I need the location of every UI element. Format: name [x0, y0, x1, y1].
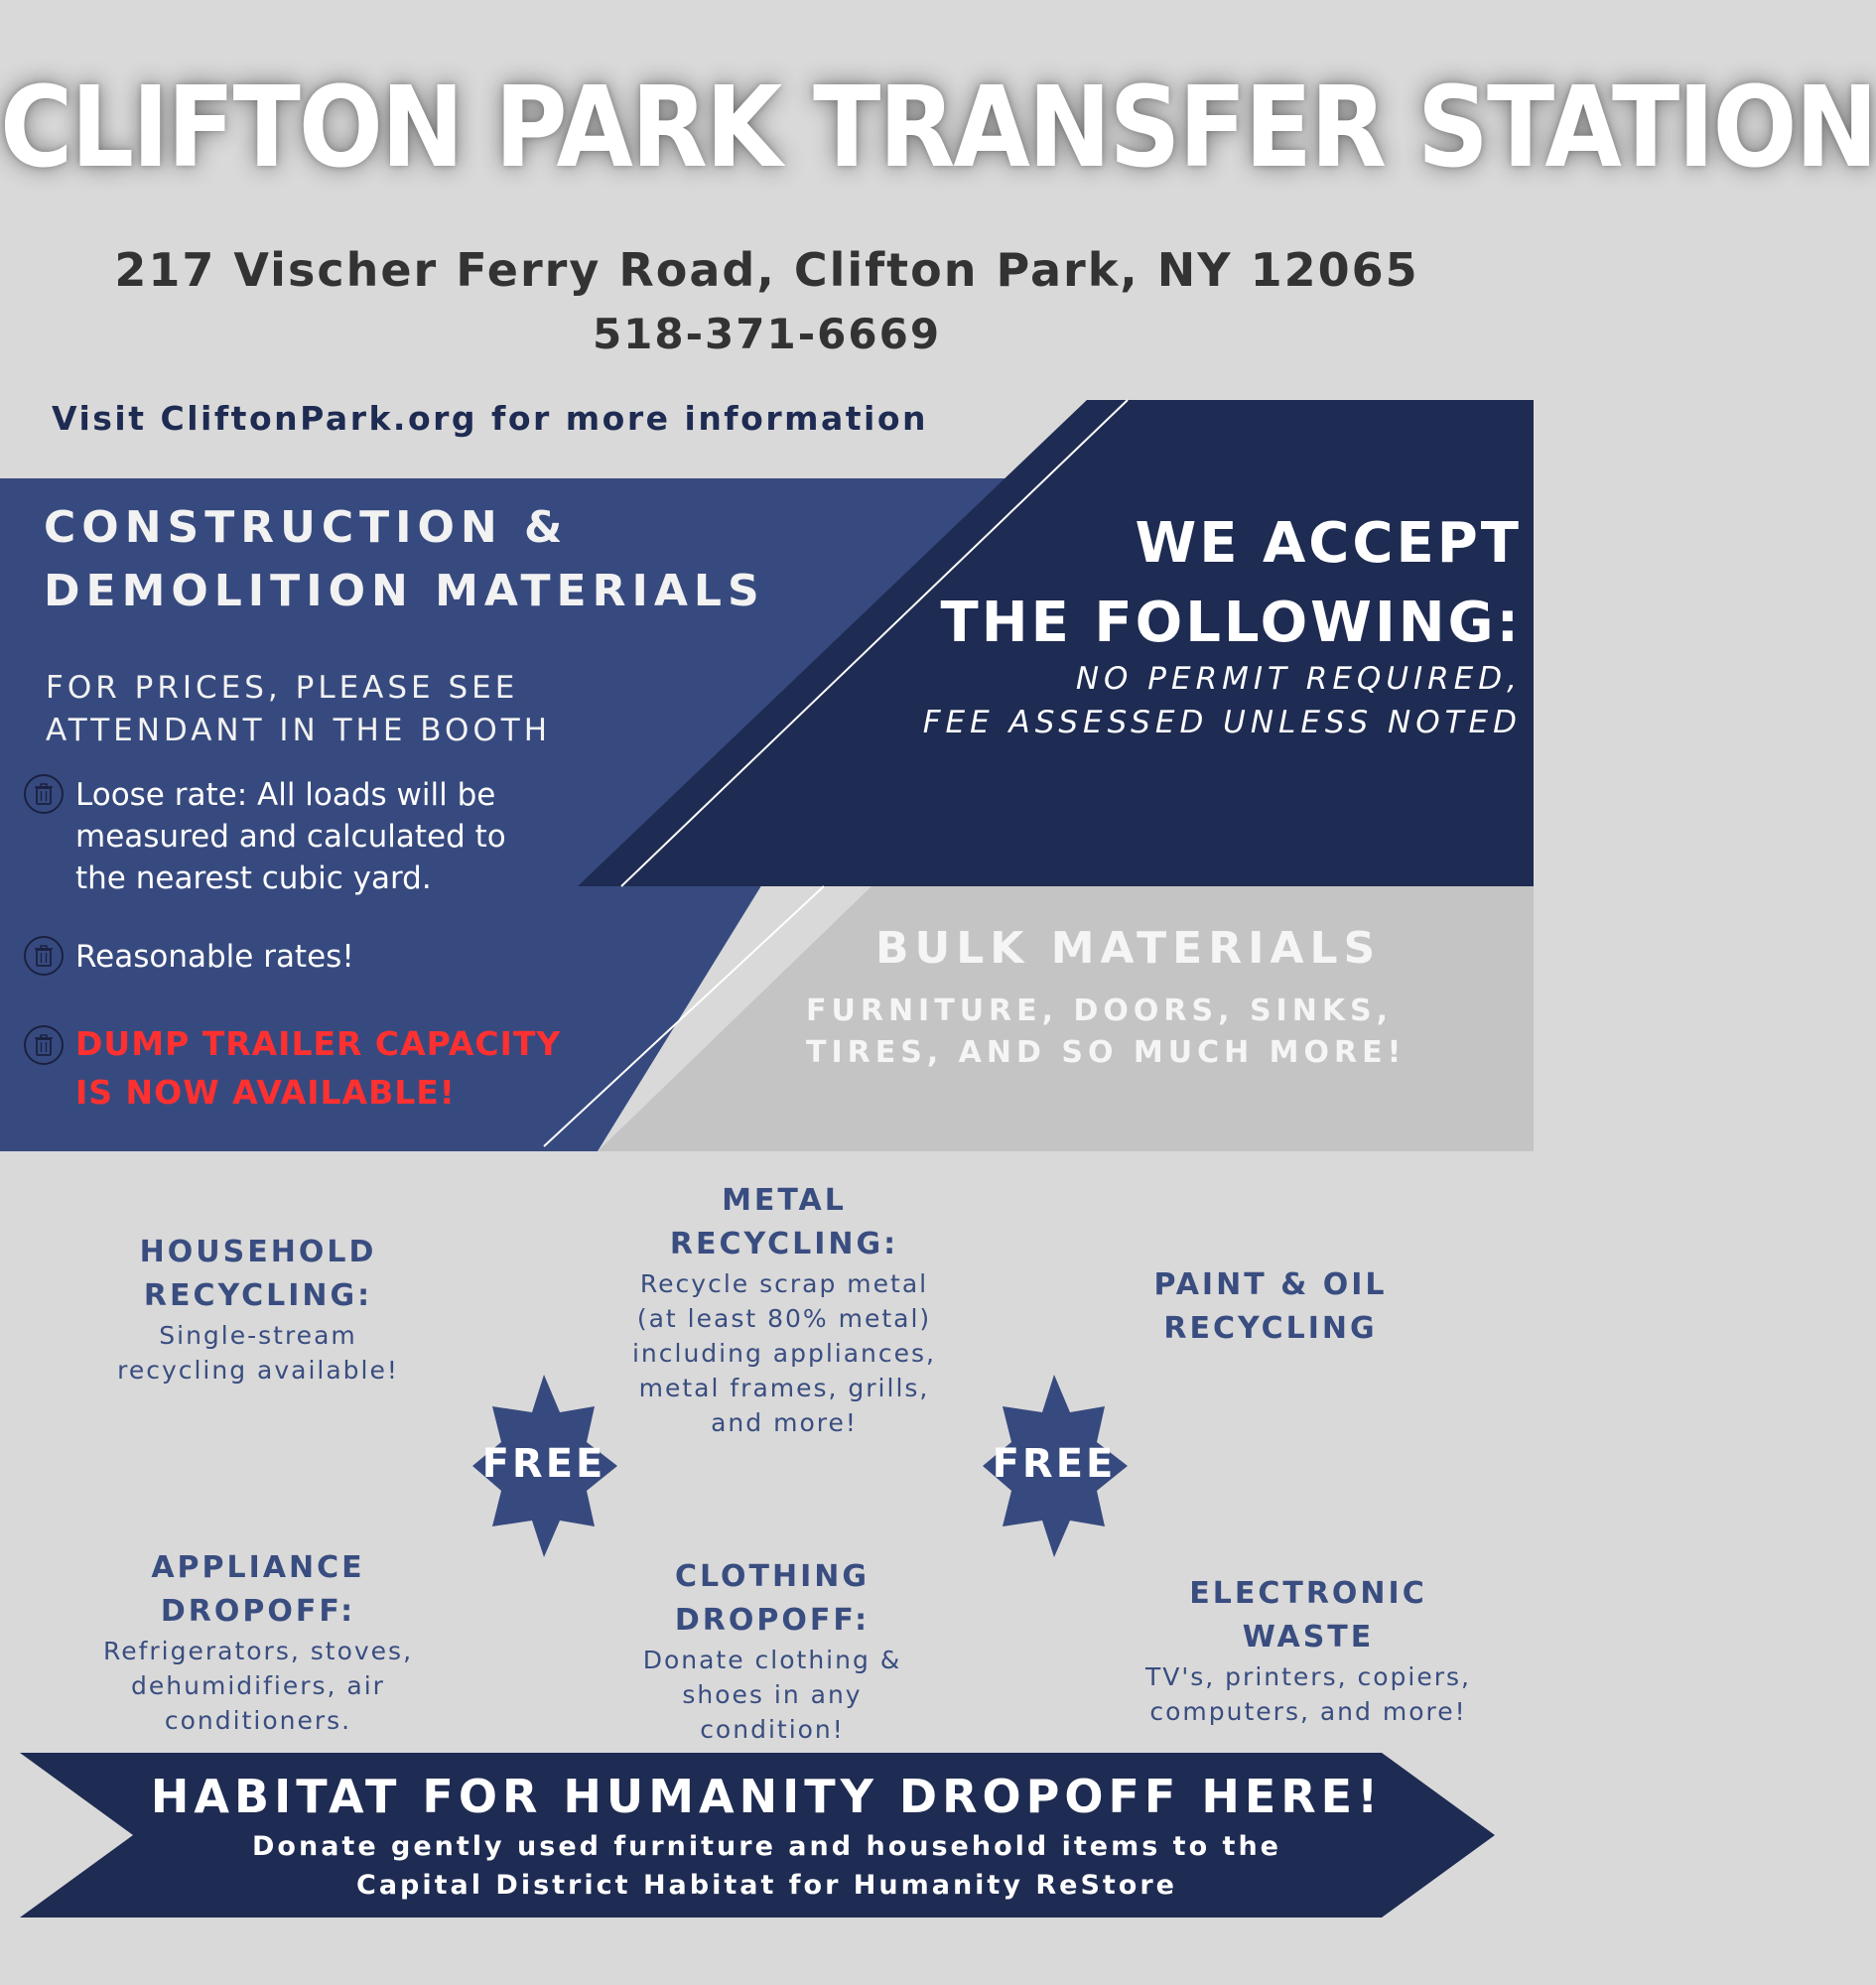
free-badge-left: FREE: [481, 1441, 606, 1487]
bullet-line: the nearest cubic yard.: [75, 860, 432, 896]
accept-note-line1: NO PERMIT REQUIRED,: [1075, 661, 1522, 697]
item-heading: RECYCLING:: [143, 1278, 373, 1313]
habitat-description: [0, 1827, 1534, 1905]
electronic-waste: [1110, 1572, 1507, 1729]
construction-subtitle-line2: ATTENDANT IN THE BOOTH: [46, 713, 552, 748]
bullet-line: IS NOW AVAILABLE!: [75, 1073, 456, 1112]
item-desc: computers, and more!: [1149, 1697, 1467, 1726]
bullet-text-highlight: [75, 1019, 561, 1117]
item-desc: and more!: [711, 1408, 858, 1437]
bullet-reasonable-rates: [24, 936, 354, 978]
construction-subtitle: [46, 667, 551, 752]
bullet-line: measured and calculated to: [75, 819, 506, 855]
item-heading: ELECTRONIC: [1189, 1576, 1427, 1611]
construction-heading: [44, 496, 765, 623]
paint-oil-recycling: [1072, 1263, 1469, 1351]
construction-heading-line2: DEMOLITION MATERIALS: [44, 566, 765, 616]
item-desc: conditioners.: [164, 1706, 352, 1735]
item-heading: WASTE: [1242, 1620, 1375, 1654]
trash-can-icon: [24, 936, 64, 976]
bulk-heading: BULK MATERIALS: [875, 923, 1382, 974]
construction-heading-line1: CONSTRUCTION &: [44, 502, 569, 553]
item-heading: CLOTHING: [674, 1559, 871, 1594]
item-heading: HOUSEHOLD: [139, 1235, 377, 1269]
item-heading: APPLIANCE: [151, 1550, 365, 1585]
item-heading: RECYCLING: [1163, 1311, 1378, 1346]
appliance-dropoff: [60, 1546, 457, 1738]
bullet-text: [75, 774, 506, 899]
item-desc: Recycle scrap metal: [639, 1269, 929, 1298]
accept-heading: [941, 504, 1522, 663]
item-desc: condition!: [700, 1715, 845, 1744]
trash-can-icon: [24, 774, 64, 814]
bullet-loose-rate: [24, 774, 506, 899]
bulk-desc-line1: FURNITURE, DOORS, SINKS,: [806, 993, 1394, 1028]
habitat-heading: HABITAT FOR HUMANITY DROPOFF HERE!: [150, 1770, 1384, 1823]
item-desc: Refrigerators, stoves,: [102, 1637, 414, 1665]
household-recycling: [60, 1231, 457, 1388]
metal-recycling: [586, 1179, 983, 1440]
bulk-description: [806, 991, 1406, 1074]
trash-can-icon: [24, 1025, 64, 1065]
free-badge-right: FREE: [992, 1441, 1117, 1487]
address: 217 Vischer Ferry Road, Clifton Park, NY 12065: [114, 243, 1419, 297]
construction-subtitle-line1: FOR PRICES, PLEASE SEE: [46, 670, 519, 706]
item-desc: TV's, printers, copiers,: [1145, 1662, 1471, 1691]
item-heading: DROPOFF:: [674, 1603, 871, 1638]
clothing-dropoff: [574, 1555, 971, 1747]
phone-number: 518-371-6669: [592, 310, 942, 358]
item-desc: Donate clothing &: [642, 1646, 902, 1674]
item-heading: RECYCLING:: [669, 1227, 899, 1261]
bullet-text: [75, 936, 354, 978]
item-desc: recycling available!: [117, 1356, 399, 1385]
item-desc: shoes in any: [682, 1680, 863, 1709]
item-desc: metal frames, grills,: [638, 1374, 930, 1402]
item-desc: dehumidifiers, air: [131, 1671, 385, 1700]
habitat-desc-line2: Capital District Habitat for Humanity ReStore: [356, 1870, 1177, 1901]
accept-note: [923, 657, 1522, 744]
bulk-desc-line2: TIRES, AND SO MUCH MORE!: [806, 1035, 1407, 1070]
accept-heading-line1: WE ACCEPT: [1135, 511, 1522, 576]
habitat-desc-line1: Donate gently used furniture and household items to the: [252, 1831, 1281, 1862]
bullet-line: DUMP TRAILER CAPACITY: [75, 1024, 562, 1063]
item-desc: including appliances,: [631, 1339, 936, 1368]
website-note: Visit CliftonPark.org for more information: [52, 399, 929, 438]
item-heading: PAINT & OIL: [1153, 1267, 1388, 1302]
page-title: CLIFTON PARK TRANSFER STATION: [0, 62, 1876, 194]
bullet-line: Loose rate: All loads will be: [75, 777, 496, 813]
item-heading: DROPOFF:: [160, 1594, 356, 1629]
accept-heading-line2: THE FOLLOWING:: [940, 591, 1522, 655]
bullet-line: Reasonable rates!: [75, 939, 354, 975]
item-desc: Single-stream: [159, 1321, 357, 1350]
item-desc: (at least 80% metal): [636, 1304, 932, 1333]
bullet-dump-trailer: [24, 1019, 561, 1117]
accept-note-line2: FEE ASSESSED UNLESS NOTED: [922, 705, 1522, 740]
item-heading: METAL: [722, 1183, 847, 1218]
